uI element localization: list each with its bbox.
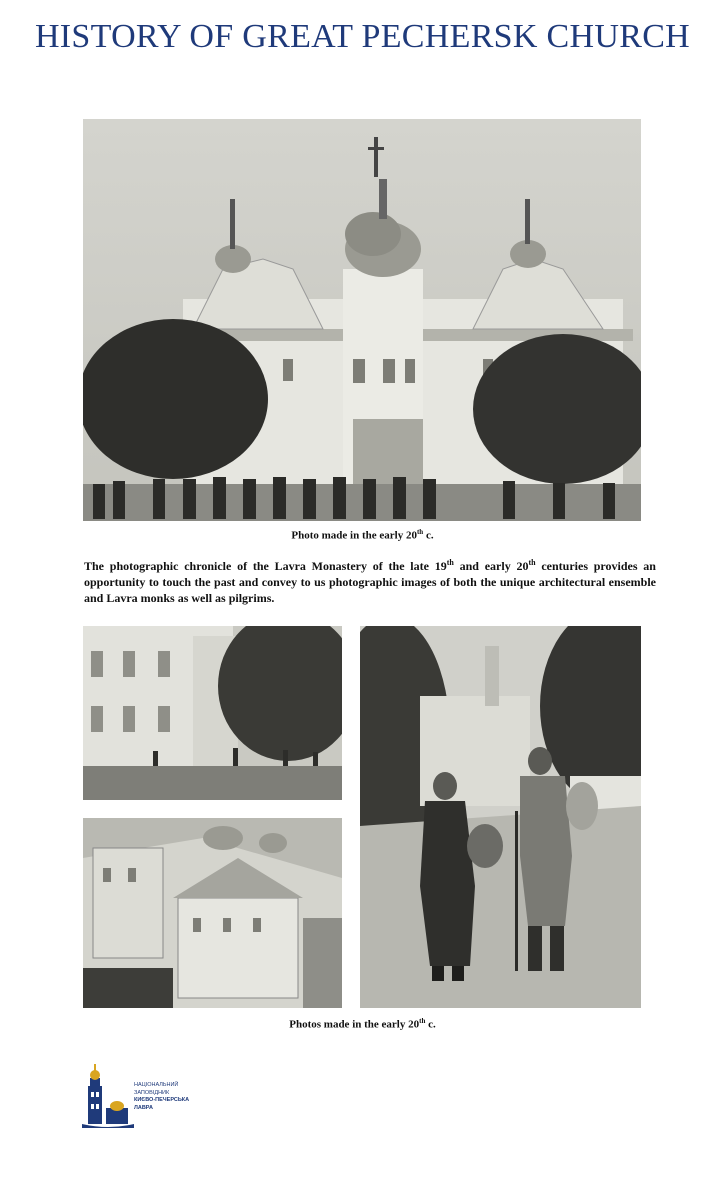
paragraph-sup-2: th — [528, 558, 536, 567]
main-photo-caption-prefix: Photo made in the early 20 — [291, 529, 417, 542]
main-photo-caption-sup: th — [416, 528, 424, 536]
logo-line-1: НАЦІОНАЛЬНИЙ — [134, 1082, 179, 1088]
bell-tower-icon — [82, 1064, 134, 1128]
paragraph-part-3: centuries provides an opportunity to touch the past and convey to us photographic images of both the unique architectural ensemble and Lavra monks as well as pilgrims. — [84, 559, 656, 605]
gallery-caption — [0, 1017, 725, 1031]
page-title: HISTORY OF GREAT PECHERSK CHURCH — [34, 18, 691, 55]
paragraph-sup-1: th — [446, 558, 454, 567]
street-buildings-photo — [83, 626, 342, 800]
paragraph-part-1: The photographic chronicle of the Lavra Monastery of the late 19 — [84, 559, 447, 573]
gallery-caption-sup: th — [419, 1017, 426, 1025]
logo-line-4: ЛАВРА — [134, 1104, 153, 1111]
pilgrims-photo — [360, 626, 641, 1008]
main-photo-caption-suffix: c. — [423, 529, 434, 542]
main-photo-caption — [0, 528, 725, 542]
church-main-photo — [83, 119, 641, 521]
aerial-view-photo — [83, 818, 342, 1008]
lavra-logo — [82, 1064, 192, 1128]
logo-line-3: КИЄВО-ПЕЧЕРСЬКА — [134, 1097, 190, 1103]
logo-text — [134, 1082, 194, 1112]
description-paragraph — [84, 555, 656, 606]
paragraph-part-2: and early 20 — [453, 559, 529, 573]
logo-line-2: ЗАПОВІДНИК — [134, 1089, 170, 1096]
gallery-caption-prefix: Photos made in the early 20 — [289, 1018, 420, 1031]
gallery-caption-suffix: c. — [425, 1018, 436, 1031]
